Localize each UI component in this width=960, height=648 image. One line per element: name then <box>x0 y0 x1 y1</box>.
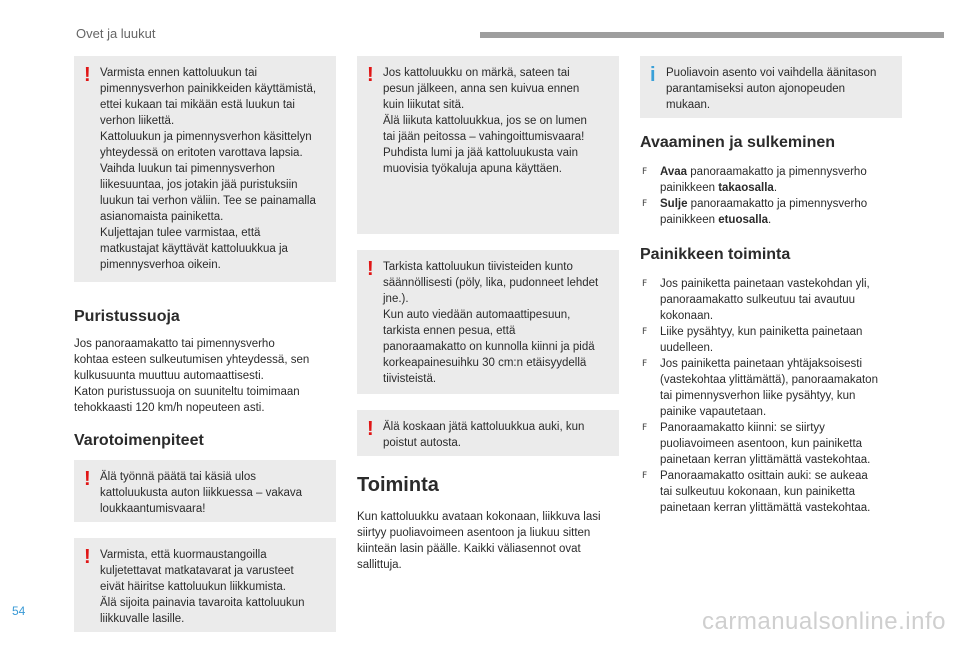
text-line: kuin liikutat sitä. <box>383 99 465 111</box>
close-text-1: panoraamakatto ja pimennysverho <box>687 198 868 210</box>
text-line: panoraamakatto on kunnolla kiinni ja pidä <box>383 341 595 353</box>
list-item <box>640 420 902 468</box>
warning-text <box>383 419 609 451</box>
text-line: (vastekohtaa ylittämättä), panoraamakaton <box>660 374 878 386</box>
close-keyword-2: etuosalla <box>718 214 769 226</box>
warning-text <box>100 469 326 517</box>
text-line: asianomaista painiketta. <box>100 211 224 223</box>
text-line: säännöllisesti (pöly, lika, pudonneet lehdet <box>383 277 599 289</box>
column-3 <box>640 56 902 532</box>
text-line: muovisia työkaluja apuna käyttäen. <box>383 163 562 175</box>
warning-text <box>383 259 609 387</box>
open-text-2: painikkeen <box>660 182 719 194</box>
bullet-icon: F <box>642 471 648 481</box>
heading-puristussuoja: Puristussuoja <box>74 308 180 325</box>
text-line: Kattoluukun ja pimennysverhon käsittelyn <box>100 131 312 143</box>
text-line: eivät häiritse kattoluukun liikkumista. <box>100 581 286 593</box>
open-end: . <box>773 182 778 194</box>
text-line: painetaan kerran ylittämättä vastekohtaa. <box>660 454 871 466</box>
warning-text <box>100 65 326 273</box>
text-line: Älä työnnä päätä tai käsiä ulos <box>100 471 256 483</box>
text-line: Jos painiketta painetaan vastekohdan yli, <box>660 278 870 290</box>
open-keyword: Avaa <box>660 166 688 178</box>
list-item <box>640 356 902 420</box>
text-line: Panoraamakatto osittain auki: se aukeaa <box>660 470 868 482</box>
text-line: Jos painiketta painetaan yhtäjaksoisesti <box>660 358 863 370</box>
warning-box-head-hands <box>74 460 336 522</box>
list-item <box>640 468 902 516</box>
text-line: pesun jälkeen, anna sen kuivua ennen <box>383 83 580 95</box>
text-line: pimennysverhoa oikein. <box>100 259 221 271</box>
text-line: Jos kattoluukku on märkä, sateen tai <box>383 67 570 79</box>
text-line: mukaan. <box>666 99 711 111</box>
bullet-icon: F <box>642 199 648 209</box>
text-line: parantamiseksi auton ajonopeuden <box>666 83 846 95</box>
bullet-icon: F <box>642 327 648 337</box>
close-end: . <box>768 214 772 226</box>
text-line: loukkaantumisvaara! <box>100 503 206 515</box>
text-line: Kun auto viedään automaattipesuun, <box>383 309 571 321</box>
list-item-close <box>640 196 902 228</box>
column-2 <box>357 56 619 589</box>
text-line: Älä sijoita painavia tavaroita kattoluukun <box>100 597 305 609</box>
heading-toiminta: Toiminta <box>357 474 439 496</box>
info-icon: i <box>650 64 656 86</box>
text-line: uudelleen. <box>660 342 714 354</box>
text-line: yhteydessä on eritoten varottava lapsia. <box>100 147 303 159</box>
text-line: pimennysverhon painikkeiden käyttämistä, <box>100 83 317 95</box>
text-line: siirtyy puoliavoimeen asentoon ja liukuu sitten <box>357 527 591 539</box>
text-line: Varmista, että kuormaustangoilla <box>100 549 267 561</box>
text-line: tai sulkeutuu kokonaan, kun painiketta <box>660 486 855 498</box>
open-keyword-2: takaosalla <box>718 182 774 194</box>
text-line: Liike pysähtyy, kun painiketta painetaan <box>660 326 863 338</box>
bullet-icon: F <box>642 167 648 177</box>
text-line: kiinteän lasin päälle. Kaikki väliasennot ovat <box>357 543 581 555</box>
text-line: Jos panoraamakatto tai pimennysverho <box>74 338 275 350</box>
bullet-icon: F <box>642 279 648 289</box>
text-line: kuljetettavat matkatavarat ja varusteet <box>100 565 294 577</box>
toiminta-text <box>357 509 619 573</box>
warning-box-seals <box>357 250 619 394</box>
text-line: kokonaan. <box>660 310 714 322</box>
text-line: kattoluukusta auton liikkuessa – vakava <box>100 487 303 499</box>
text-line: korkeapainesuihku 30 cm:n etäisyydellä <box>383 357 587 369</box>
text-line: Vaihda luukun tai pimennysverhon <box>100 163 275 175</box>
text-line: luukun tai verhon väliin. Tee se painamalla <box>100 195 316 207</box>
text-line: matkustajat käyttävät kattoluukkua ja <box>100 243 288 255</box>
open-text-1: panoraamakatto ja pimennysverho <box>687 166 867 178</box>
text-line: Kuljettajan tulee varmistaa, että <box>100 227 261 239</box>
text-line: liikkuvalle lasille. <box>100 613 185 625</box>
warning-exclamation-icon: ! <box>84 468 91 490</box>
list-item-open <box>640 164 902 196</box>
text-line: Panoraamakatto kiinni: se siirtyy <box>660 422 825 434</box>
text-line: ettei kukaan tai mikään estä luukun tai <box>100 99 295 111</box>
page-number: 54 <box>12 604 26 618</box>
header-section-title: Ovet ja luukut <box>76 26 156 41</box>
puristussuoja-text <box>74 336 336 416</box>
text-line: verhon liikettä. <box>100 115 175 127</box>
text-line: tai jään peitossa – vahingoittumisvaara! <box>383 131 585 143</box>
text-line: Älä liikuta kattoluukkua, jos se on lumen <box>383 115 587 127</box>
text-line: jne.). <box>383 293 409 305</box>
header-bar <box>480 32 944 38</box>
text-line: kulkusuunta muuttuu automaattisesti. <box>74 370 264 382</box>
warning-text <box>100 547 326 627</box>
text-line: Älä koskaan jätä kattoluukkua auki, kun <box>383 421 585 433</box>
text-line: Puoliavoin asento voi vaihdella äänitason <box>666 67 877 79</box>
watermark: carmanualsonline.info <box>702 608 946 635</box>
warning-box-roof-bars <box>74 538 336 632</box>
text-line: sallittuja. <box>357 559 402 571</box>
text-line: Kun kattoluukku avataan kokonaan, liikkuva lasi <box>357 511 601 523</box>
warning-exclamation-icon: ! <box>367 64 374 86</box>
text-line: painetaan kerran ylittämättä vastekohtaa. <box>660 502 871 514</box>
heading-painikkeen-toiminta: Painikkeen toiminta <box>640 246 791 263</box>
warning-box-never-open <box>357 410 619 456</box>
warning-box-wet-roof <box>357 56 619 234</box>
text-line: painike vapautetaan. <box>660 406 767 418</box>
text-line: panoraamakatto sulkeutuu tai avautuu <box>660 294 855 306</box>
list-item <box>640 324 902 356</box>
text-line: tai pimennysverhon liike pysähtyy, kun <box>660 390 856 402</box>
text-line: Puhdista lumi ja jää kattoluukusta vain <box>383 147 578 159</box>
warning-text <box>383 65 609 177</box>
column-1 <box>74 56 336 648</box>
list-item <box>640 276 902 324</box>
info-text <box>666 65 892 113</box>
text-line: puoliavoimeen asentoon, kun painiketta <box>660 438 863 450</box>
open-close-list <box>640 164 902 228</box>
heading-avaaminen: Avaaminen ja sulkeminen <box>640 134 836 151</box>
text-line: Tarkista kattoluukun tiivisteiden kunto <box>383 261 573 273</box>
text-line: tiivisteistä. <box>383 373 437 385</box>
text-line: kohtaa esteen sulkeutumisen yhteydessä, sen <box>74 354 310 366</box>
text-line: tarkista ennen pesua, että <box>383 325 516 337</box>
text-line: liikesuuntaa, jos jotakin jää puristuksiin <box>100 179 298 191</box>
warning-exclamation-icon: ! <box>367 258 374 280</box>
warning-exclamation-icon: ! <box>84 546 91 568</box>
text-line: Katon puristussuoja on suuniteltu toimimaan <box>74 386 300 398</box>
close-keyword: Sulje <box>660 198 688 210</box>
warning-box-safety <box>74 56 336 282</box>
bullet-icon: F <box>642 359 648 369</box>
heading-varotoimenpiteet: Varotoimenpiteet <box>74 432 204 449</box>
text-line: Varmista ennen kattoluukun tai <box>100 67 258 79</box>
text-line: poistut autosta. <box>383 437 461 449</box>
warning-exclamation-icon: ! <box>367 418 374 440</box>
bullet-icon: F <box>642 423 648 433</box>
info-box-half-open <box>640 56 902 118</box>
button-function-list <box>640 276 902 516</box>
text-line: tehokkaasti 120 km/h nopeuteen asti. <box>74 402 265 414</box>
warning-exclamation-icon: ! <box>84 64 91 86</box>
close-text-2: painikkeen <box>660 214 719 226</box>
